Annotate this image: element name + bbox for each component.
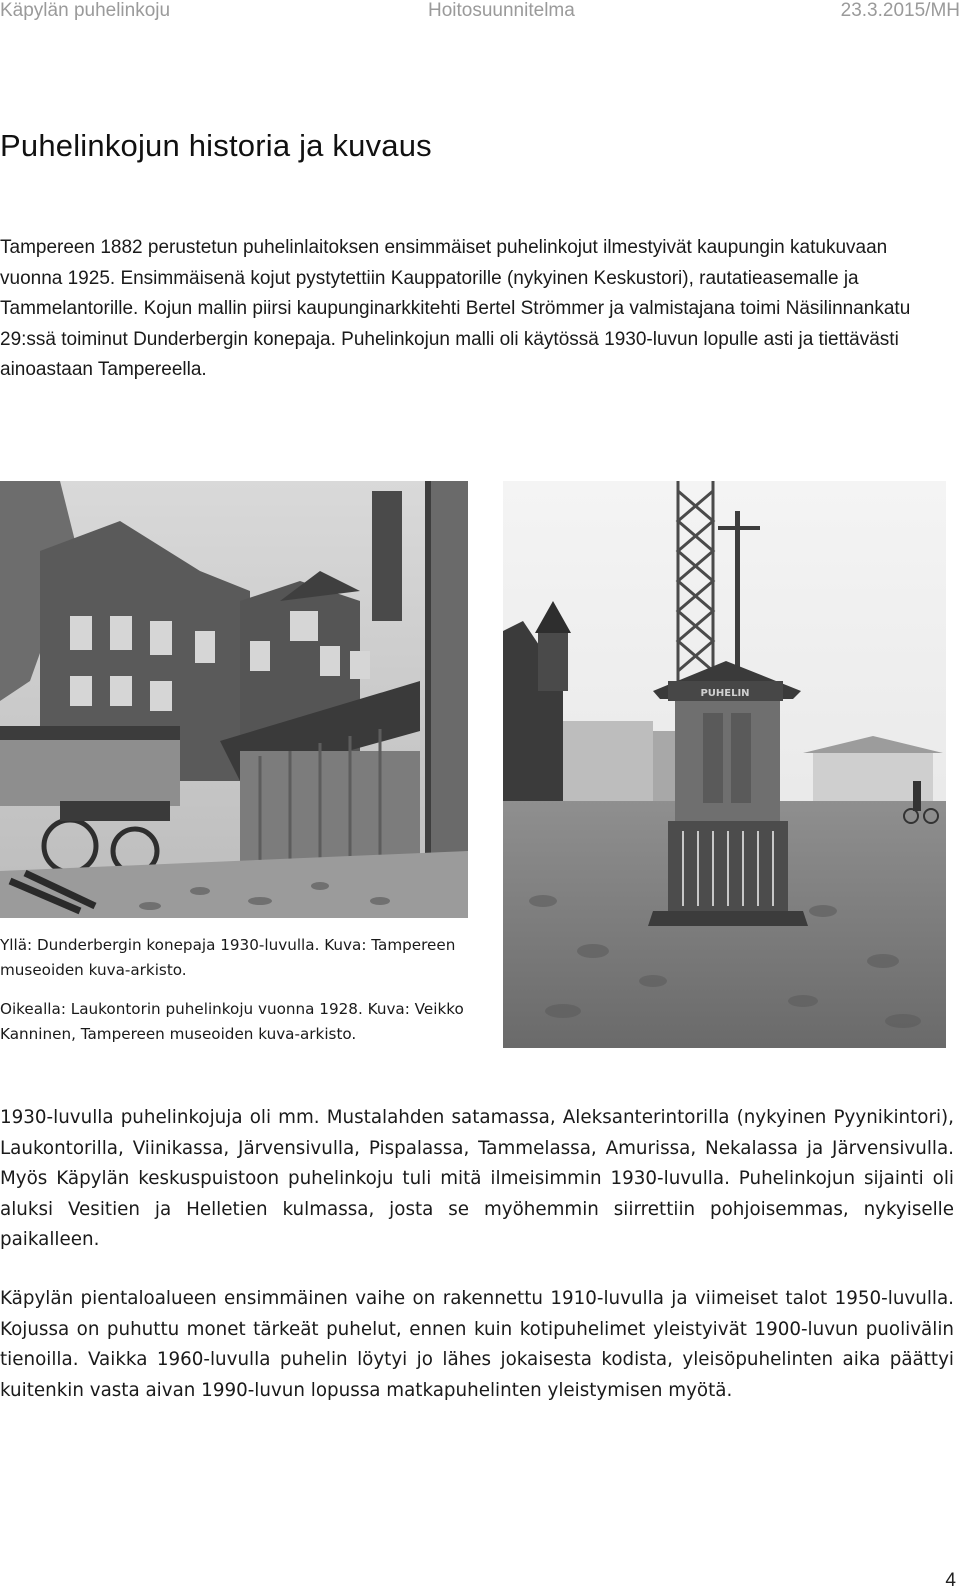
booth-sign-text: PUHELIN	[700, 688, 750, 699]
header-center-text: Hoitosuunnitelma	[428, 0, 575, 21]
factory-photo-caption: Yllä: Dunderbergin konepaja 1930-luvulla. Kuva: Tampereen museoiden kuva-arkisto.	[0, 936, 456, 979]
page-title: Puhelinkojun historia ja kuvaus	[0, 128, 432, 163]
booth-photo-caption: Oikealla: Laukontorin puhelinkoju vuonna 1928. Kuva: Veikko Kanninen, Tampereen museoiden kuva-arkisto.	[0, 1000, 464, 1043]
page-number: 4	[945, 1570, 956, 1591]
header-left-text: Käpylän puhelinkoju	[0, 0, 171, 21]
history-paragraph: Tampereen 1882 perustetun puhelinlaitoksen ensimmäiset puhelinkojut ilmestyivät kaupungin katukuvaan vuonna 1925. Ensimmäisenä kojut pystytettiin Kauppatorille (nykyinen Keskustori), rautatieasemalle ja Tammelantorille. Kojun mallin piirsi kaupunginarkkitehti Bertel Strömmer ja valmistajana toimi Näsilinnankatu 29:ssä toiminut Dunderbergin konepaja. Puhelinkojun malli oli käytössä 1930-luvun lopulle asti ja tiettävästi ainoastaan Tampereella.	[0, 237, 911, 381]
page-header	[0, 0, 960, 30]
kapyla-paragraph: Käpylän pientaloalueen ensimmäinen vaihe on rakennettu 1910-luvulla ja viimeiset talot 1950-luvulla. Kojussa on puhuttu monet tärkeät puhelut, ennen kuin kotipuhelimet yleistyivät 1900-luvun puolivälin tienoilla. Vaikka 1960-luvulla puhelin löytyi jo lähes jokaisesta kodista, yleisöpuhelinten aika päättyi kuitenkin vasta aivan 1990-luvun lopussa matkapuhelinten yleistymisen myötä.	[0, 1288, 954, 1401]
phone-booth-photo	[503, 481, 946, 1048]
header-date-text: 23.3.2015/MH	[840, 0, 960, 21]
factory-yard-photo	[0, 481, 468, 918]
locations-paragraph: 1930-luvulla puhelinkojuja oli mm. Mustalahden satamassa, Aleksanterintorilla (nykyinen Pyynikintori), Laukontorilla, Viinikassa, Järvensivulla, Pispalassa, Tammelassa, Amurissa, Nekalassa ja Järvensivulla. Myös Käpylän keskuspuistoon puhelinkoju tuli mitä ilmeisimmin 1930-luvulla. Puhelinkojun sijainti oli aluksi Vesitien ja Helletien kulmassa, josta se myöhemmin siirrettiin pohjoisemmas, nykyiselle paikalleen.	[0, 1107, 954, 1251]
